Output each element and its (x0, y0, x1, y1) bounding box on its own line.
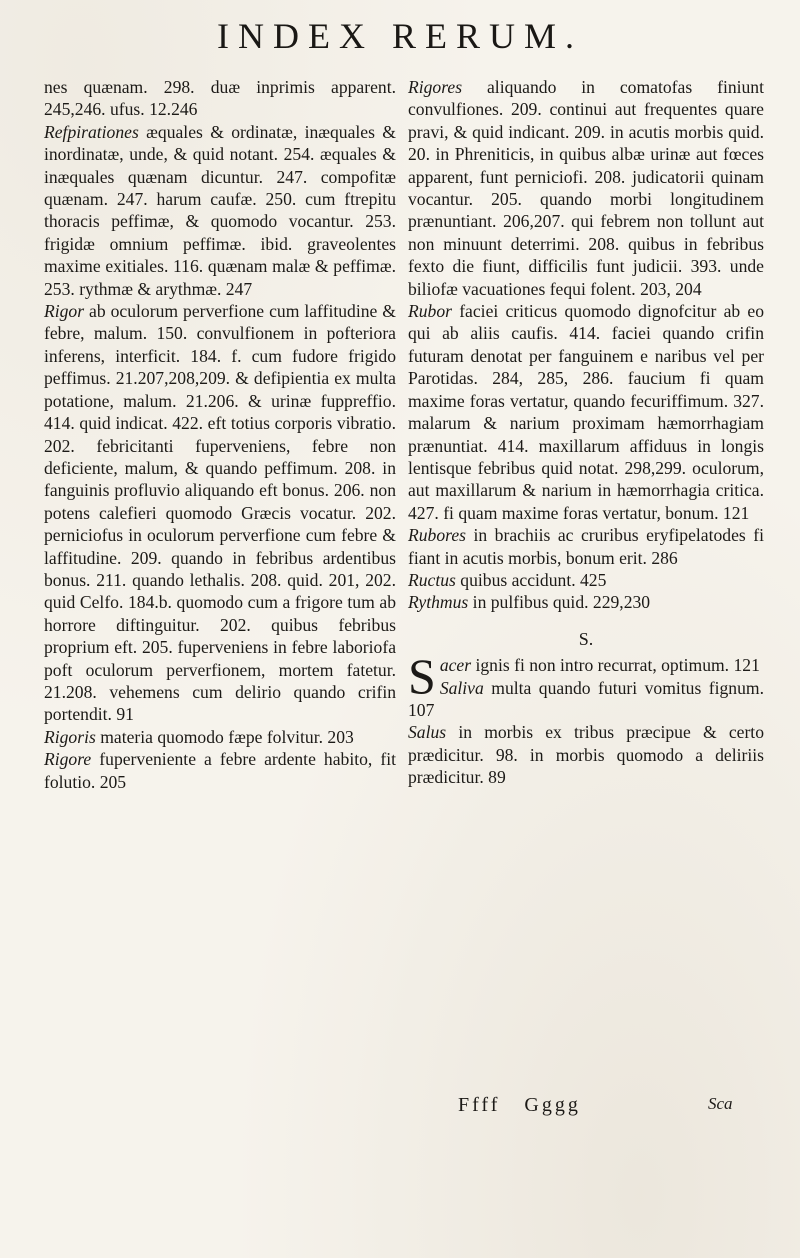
section-letter-heading: S. (578, 628, 594, 649)
entry-headword: Rythmus (408, 592, 469, 613)
index-entry (44, 748, 396, 793)
signature-mark: Gggg (524, 1094, 581, 1116)
entry-headword: Rigoris (44, 726, 96, 747)
running-head: INDEX RERUM. (217, 16, 583, 56)
entry-text: quibus accidunt. 425 (455, 569, 607, 590)
entry-text: æquales & ordinatæ, inæquales & inordinatæ, unde, & quid notant. 254. æquales & inæquales quænam dicuntur. 247. compofitæ quænam. 247. harum caufæ. 250. cum ftrepitu thoracis peffimæ, & quomodo vocantur. 253. frigidæ omnium peffimæ. ibid. graveolentes maxime exitiales. 116. quænam malæ & peffimæ. 253. rythmæ & arythmæ. 247 (44, 121, 396, 299)
left-column (44, 76, 396, 793)
index-entry (408, 721, 764, 788)
entry-headword: Rubores (408, 525, 466, 546)
signature-marks (458, 1094, 597, 1117)
entry-text: faciei criticus quomodo dignofcitur ab eo qui ab aliis caufis. 414. faciei quando crifin futuram denotat per fanguinem e naribus vel per Parotidas. 284, 285, 286. faucium fi quam maxime foras vertatur, quando fecuriffimum. 327. malarum & narium proximam hæmorrhagiam prænuntiat. 414. maxillarum affiduus in longis lentisque febribus quid notat. 298,299. oculorum, aut maxillarum & narium in hæmorrhagia critica. 427. fi quam maxime foras vertatur, bonum. 121 (408, 301, 764, 523)
entry-text: multa quando futuri vomitus fignum. 107 (408, 677, 764, 720)
entry-text: ab oculorum perverfione cum laffitudine & febre, malum. 150. convulfionem in pofteriora inferens, interficit. 184. f. cum fudore frigido peffimus. 21.207,208,209. & defipientia ex multa potatione, malum. 21.206. & urinæ fuppreffio. 414. quid indicat. 422. eft totius corporis vibratio. 202. febricitanti fuperveniens, febre non deficiente, malum, & quando peffimum. 208. in fanguinis profluvio aliquando eft bonus. 206. non potens calefieri quomodo Græcis vocatur. 202. perniciofus in oculorum perverfione cum febre & laffitudine. 209. quando in febribus ardentibus bonus. 211. quando lethalis. 208. quid. 201, 202. quid Celfo. 184.b. quomodo cum a frigore tum ab horrore diftinguitur. 202. quibus febribus proprium eft. 205. fuperveniens in febre laboriofa poft oculorum perverfionem, mortem fatetur. 21.208. vehemens cum delirio quando crifin portendit. 91 (44, 301, 396, 725)
signature-mark: Ffff (458, 1094, 501, 1116)
entry-headword: Rigore (44, 749, 92, 770)
entry-headword: Refpirationes (44, 121, 139, 142)
entry-text: aliquando in comatofas finiunt convulfiones. 209. continui aut frequentes quare pravi, & quid indicant. 209. in acutis morbis quid. 20. in Phreniticis, in quibus albæ urinæ aut fœces apparent, funt perniciofi. 208. judicatorii quinam vocantur. 205. quando morbi longitudinem prænuntiant. 206,207. qui febrem non tollunt aut non minuunt deterrimi. 208. quibus in febribus fexto die fiunt, difficilis funt judicii. 393. unde biliofæ vacuationes fequi folent. 203, 204 (408, 77, 764, 299)
entry-text: nes quænam. 298. duæ inprimis apparent. 245,246. ufus. 12.246 (44, 77, 396, 120)
entry-headword: Ructus (408, 569, 456, 590)
entry-headword: Saliva (439, 677, 484, 698)
index-entry (408, 300, 764, 524)
index-entry (408, 76, 764, 300)
entry-text: materia quomodo fæpe folvitur. 203 (95, 726, 354, 747)
entry-headword: Salus (408, 722, 447, 743)
index-entry (408, 569, 764, 591)
catchword: Sca (708, 1094, 733, 1113)
entry-headword: Rigor (44, 301, 85, 322)
index-entry (44, 121, 396, 300)
entry-text: in morbis ex tribus præcipue & certo prædicitur. 98. in morbis quomodo a deliriis prædicitur. 89 (408, 722, 764, 788)
index-entry (408, 524, 764, 569)
index-entry (408, 591, 764, 613)
index-entry (44, 726, 396, 748)
index-entry (44, 300, 396, 726)
right-column (408, 76, 764, 789)
index-entry (44, 76, 396, 121)
index-entry (408, 677, 764, 722)
entry-text: in brachiis ac cruribus eryfipelatodes fi fiant in acutis morbis, bonum erit. 286 (408, 525, 764, 568)
entry-headword: Rigores (408, 77, 463, 97)
entry-text: in pulfibus quid. 229,230 (468, 592, 651, 613)
entry-headword: Rubor (408, 301, 452, 322)
entry-text: ignis fi non intro recurrat, optimum. 121 (471, 655, 760, 676)
entry-headword: acer (439, 655, 472, 676)
entry-text: fuperveniente a febre ardente habito, fit folutio. 205 (44, 749, 396, 792)
drop-cap: S (408, 648, 436, 705)
